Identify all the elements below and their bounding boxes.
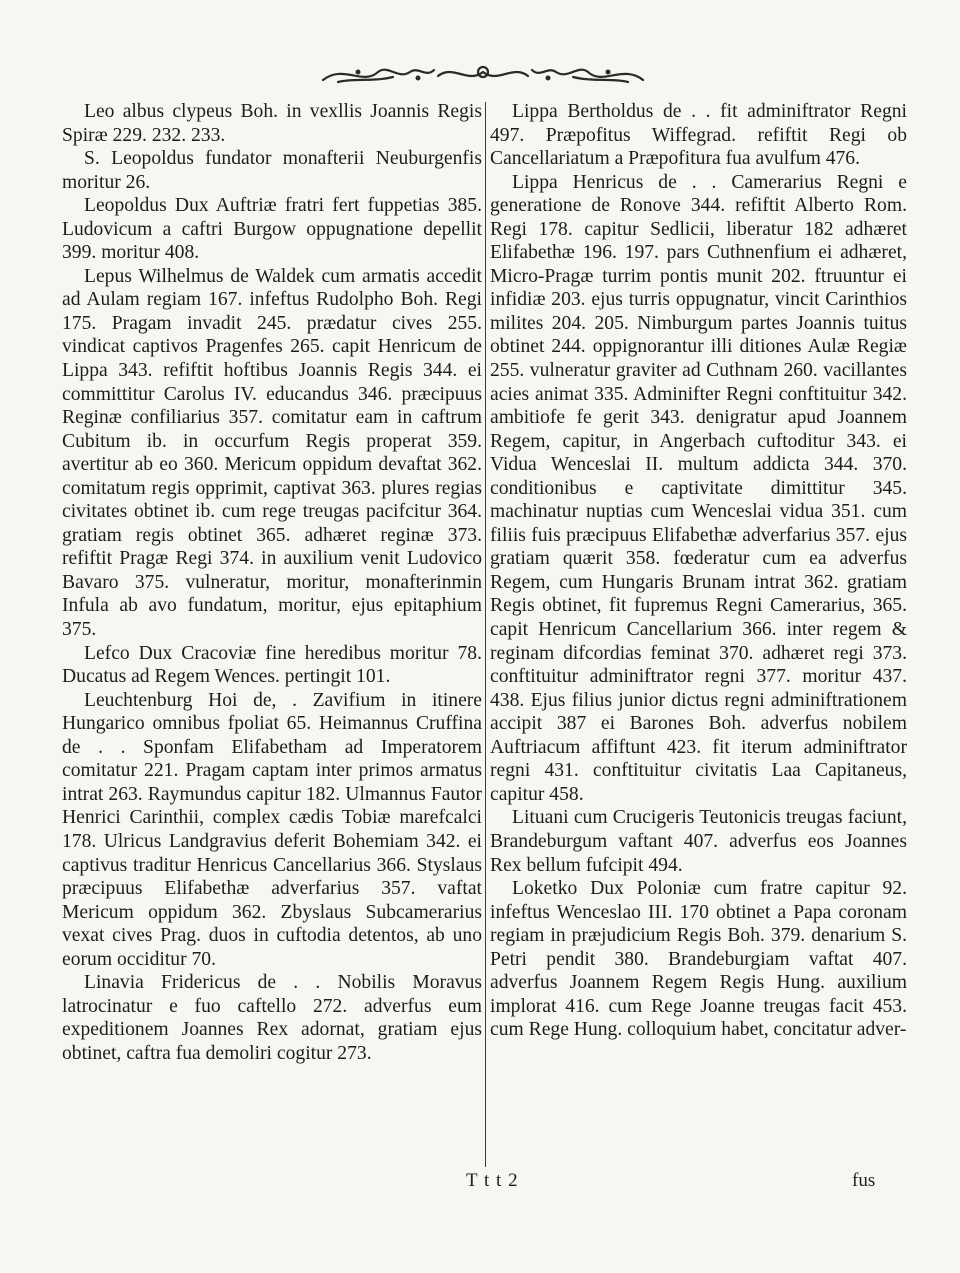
left-column	[62, 100, 482, 1065]
catchword: fus	[852, 1170, 876, 1191]
index-entry: Lepus Wilhelmus de Waldek cum armatis accedit ad Aulam regiam 167. infeftus Rudolpho Boh. Regi 175. Pragam invadit 245. prædatur cives 255. vindicat captivos Pragenfes 265. capit Henricum de Lippa 343. refiftit hoftibus Joannis Regis 344. ei committitur Carolus IV. educandus 346. præcipuus Reginæ confiliarius 357. comitatur eam in caftrum Cubitum ib. in occurfum Regis properat 359. avertitur ab eo 360. Mericum oppidum devaftat 362. comitatum regis opprimit, captivat 363. plures regias civitates obtinet ib. cum rege treugas pacifcitur 364. gratiam regis obtinet 365. adhæret reginæ 373. refiftit Pragæ Regi 374. in auxilium venit Ludovico Bavaro 375. vulneratur, moritur, monafterinmin Infula ab avo fundatum, moritur, ejus epitaphium 375.	[62, 265, 482, 641]
index-entry: S. Leopoldus fundator monafterii Neuburgenfis moritur 26.	[62, 148, 482, 193]
column-divider	[485, 102, 486, 1167]
index-entry: Leo albus clypeus Boh. in vexllis Joannis Regis Spiræ 229. 232. 233.	[62, 101, 482, 146]
decorative-headpiece-icon	[318, 60, 648, 88]
right-column	[490, 100, 907, 1042]
index-entry: Linavia Fridericus de . . Nobilis Moravus latrocinatur e fuo caftello 272. adverfus eum expeditionem Joannes Rex adornat, gratiam ejus obtinet, caftra fua demoliri cogitur 273.	[62, 972, 482, 1064]
index-entry: Lefco Dux Cracoviæ fine heredibus moritur 78. Ducatus ad Regem Wences. pertingit 101.	[62, 642, 482, 688]
index-entry: Lippa Bertholdus de . . fit adminiftrator Regni 497. Præpofitus Wiffegrad. refiftit Regi ob Cancellariatum a Præpofitura fua avulfum 476.	[490, 101, 907, 170]
index-entry: Lippa Henricus de . . Camerarius Regni e generatione de Ronove 344. refiftit Alberto Rom. Regi 178. capitur Sedlicii, liberatur 182 adhæret Elifabethæ 196. 197. pars Cuthnenfium ei adhæret, Micro-Pragæ turrim pontis munit 202. ftruuntur ei infidiæ 203. ejus turris oppugnatur, vincit Carinthios milites 204. 205. Nimburgum partes Joannis tuitus obtinet 244. oppignorantur illi ditiones Aulæ Regiæ 255. vulneratur graviter ad Cuthnam 260. vacillantes acies animat 335. Adminifter Regni conftituitur 342. ambitiofe fe gerit 343. denigratur apud Joannem Regem, capitur, in Angerbach cuftoditur 343. ei Vidua Wenceslai II. multum addicta 344. 370. conditionibus e captivitate dimittitur 345. machinatur nuptias cum Wenceslai vidua 351. cum filiis fuis præcipuus Elifabethæ adverfarius 357. ejus gratiam quærit 358. fœderatur cum ea adverfus Regem, cum Hungaris Brunam intrat 362. gratiam Regis obtinet, fit fupremus Regni Camerarius, 365. capit Henricum Cancellarium 366. inter regem & reginam difcordias feminat 370. adhæret regi 373. conftituitur adminiftrator regni 377. moritur 437. 438. Ejus filius junior dictus regni adminiftrationem accipit 387 ei Barones Boh. adverfus nobilem Auftriacum affiftunt 423. fit iterum adminiftrator regni 431. conftituitur civitatis Laa Capitaneus, capitur 458.	[490, 171, 907, 805]
index-entry: Loketko Dux Poloniæ cum fratre capitur 92. infeftus Wenceslao III. 170 obtinet a Papa coronam regiam in præjudicium Regis Boh. 379. denarium S. Petri pendit 380. Brandeburgiam vaftat 407. adverfus Joannem Regem Regis Hung. auxilium implorat 416. cum Rege Joanne treugas facit 453. cum Rege Hung. colloquium habet, concitatur adver-	[490, 878, 907, 1041]
signature-mark: T t t 2	[466, 1170, 519, 1191]
index-entry: Lituani cum Crucigeris Teutonicis treugas faciunt, Brandeburgum vaftant 407. adverfus eos Joannes Rex bellum fufcipit 494.	[490, 807, 907, 876]
index-entry: Leuchtenburg Hoi de, . Zavifium in itinere Hungarico omnibus fpoliat 65. Heimannus Cruffina de . . Sponfam Elifabetham ad Imperatorem comitatur 221. Pragam captam inter primos armatus intrat 263. Raymundus capitur 182. Ulmannus Fautor Henrici Carinthii, complex cædis Tobiæ marefcalci 178. Ulricus Landgravius deferit Bohemiam 342. ei captivus traditur Henricus Cancellarius 366. Styslaus præcipuus Elifabethæ adverfarius 357. vaftat Mericum oppidum 362. Zbyslaus Subcamerarius vexat cives Prag. duos in cuftodia detentos, ab uno eorum occiditur 70.	[62, 689, 482, 970]
index-entry: Leopoldus Dux Auftriæ fratri fert fuppetias 385. Ludovicum a caftri Burgow oppugnatione depellit 399. moritur 408.	[62, 195, 482, 264]
